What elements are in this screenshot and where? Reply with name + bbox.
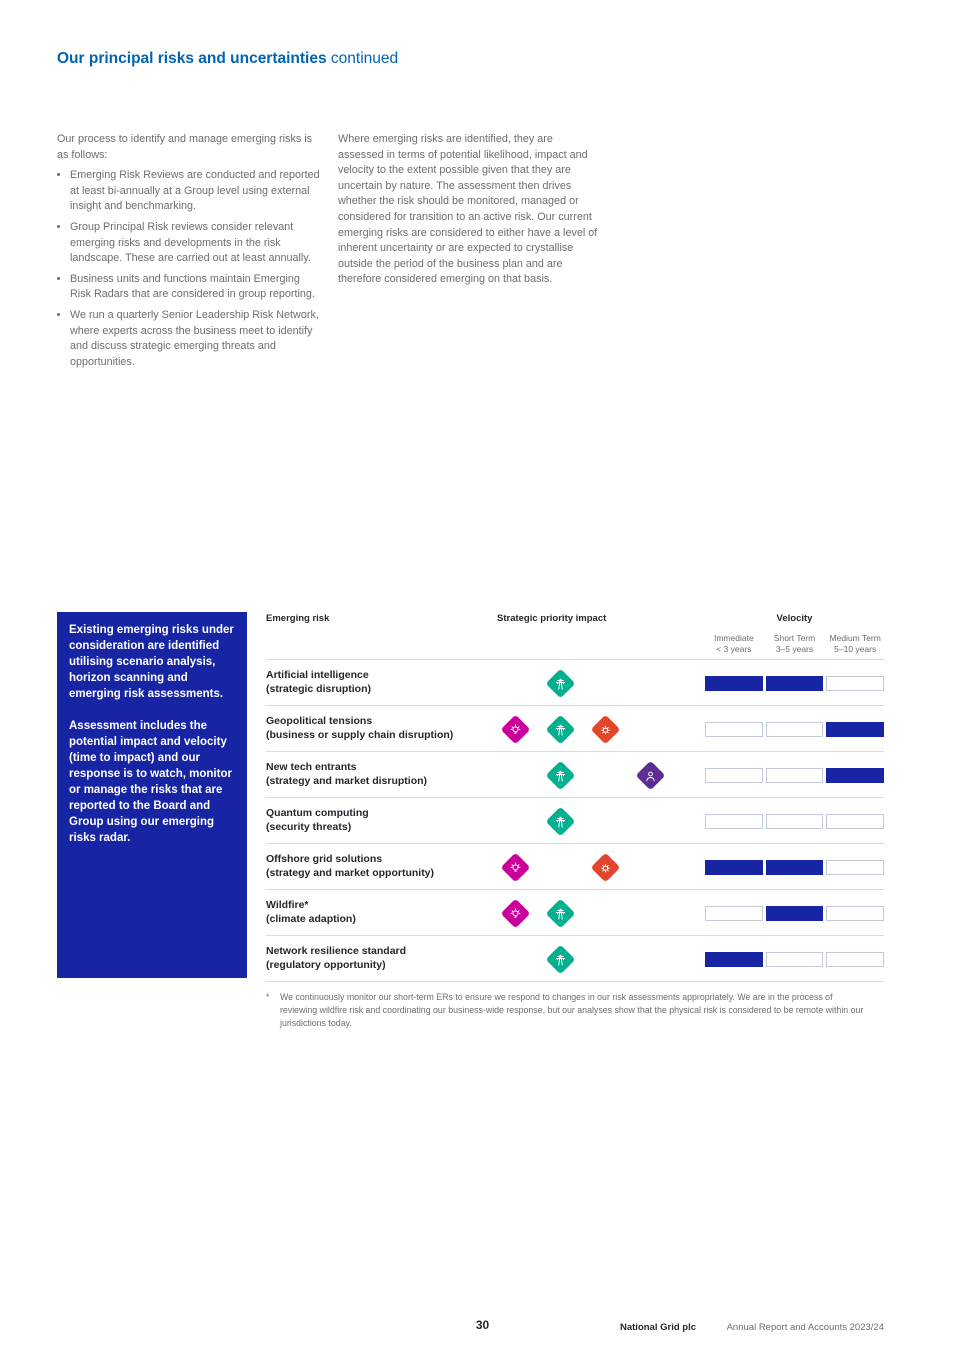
risk-row (266, 843, 884, 889)
risk-name: Geopolitical tensions (business or supply chain disruption) (266, 714, 454, 741)
risk-row (266, 751, 884, 797)
risk-name: New tech entrants (strategy and market disruption) (266, 760, 428, 787)
column-header-velocity: Velocity (776, 613, 813, 624)
gear-icon (590, 852, 620, 882)
emerging-risks-callout (57, 612, 247, 978)
risk-name: Quantum computing (security threats) (266, 806, 369, 833)
callout-paragraph-1: Existing emerging risks under consideration are identified utilising scenario analysis, horizon scanning and emerging risk assessments. (69, 624, 234, 700)
risk-row (266, 889, 884, 935)
risk-name: Wildfire* (climate adaption) (266, 898, 356, 925)
risk-rows (266, 659, 884, 982)
column-header-emerging-risk: Emerging risk (266, 613, 330, 624)
velocity-segment (766, 906, 824, 921)
page-number: 30 (475, 1318, 490, 1332)
footnote-marker: * (266, 992, 270, 1002)
intro-column-left (57, 132, 323, 375)
velocity-bar (705, 768, 884, 783)
velocity-segment (705, 814, 763, 829)
pylon-icon (545, 944, 575, 974)
column-header-strategic-priority-impact: Strategic priority impact (497, 613, 607, 624)
velocity-segment (826, 814, 884, 829)
velocity-segment (826, 676, 884, 691)
velocity-col-header: Immediate < 3 years (713, 633, 754, 655)
risk-name: Network resilience standard (regulatory opportunity) (266, 944, 407, 971)
velocity-col-header: Short Term 3–5 years (773, 633, 816, 655)
intro-column-right (338, 132, 601, 288)
footer-brand: National Grid plc (620, 1322, 697, 1333)
risk-row (266, 797, 884, 843)
intro-bullets (57, 168, 323, 370)
velocity-bar (705, 814, 884, 829)
velocity-bar (705, 906, 884, 921)
velocity-col-header: Medium Term 5–10 years (829, 633, 881, 655)
bullet-item: • We run a quarterly Senior Leadership Risk Network, where experts across the business meet to identify and discuss strategic emerging threats and opportunities. (70, 308, 323, 370)
velocity-segment (826, 860, 884, 875)
pylon-icon (545, 760, 575, 790)
velocity-segment (766, 952, 824, 967)
page-title-bold: Our principal risks and uncertainties (57, 50, 327, 67)
risk-row (266, 705, 884, 751)
velocity-bar (705, 676, 884, 691)
velocity-segment (766, 722, 824, 737)
velocity-bar (705, 860, 884, 875)
velocity-segment (826, 768, 884, 783)
velocity-segment (766, 676, 824, 691)
velocity-segment (766, 860, 824, 875)
emerging-risk-table (266, 610, 884, 982)
footer-document-title: Annual Report and Accounts 2023/24 (726, 1322, 884, 1333)
intro-paragraph: Where emerging risks are identified, they are assessed in terms of potential likelihood, impact and velocity to the extent possible given that they are uncertain by nature. The assessment then drives whether the risk should be monitored, managed or considered for transition to an active risk. Our current emerging risks are considered to either have a level of inherent uncertainty or are expected to crystallise outside the period of the business plan and are therefore considered emerging on that basis. (338, 133, 598, 286)
bullet-item: • Group Principal Risk reviews consider relevant emerging risks and developments in the risk landscape. These are carried out at least annually. (70, 220, 323, 267)
velocity-segment (826, 952, 884, 967)
velocity-segment (826, 722, 884, 737)
velocity-segment (705, 952, 763, 967)
velocity-bar (705, 722, 884, 737)
person-icon (635, 760, 665, 790)
velocity-segment (826, 906, 884, 921)
lightbulb-icon (500, 714, 530, 744)
footnote-text: We continuously monitor our short-term ERs to ensure we respond to changes in our risk assessments appropriately. We are in the process of reviewing wildfire risk and coordinating our business-wide response, but our analyses show that the physical risk is considered to be remote within our jurisdictions today. (280, 992, 864, 1028)
footnote (266, 991, 866, 1029)
page-title (57, 50, 398, 68)
pylon-icon (545, 806, 575, 836)
lightbulb-icon (500, 898, 530, 928)
risk-row (266, 935, 884, 981)
callout-paragraph-2: Assessment includes the potential impact and velocity (time to impact) and our response is to watch, monitor or manage the risks that are reported to the Board and Group using our emerging risks radar. (69, 720, 232, 844)
velocity-segment (705, 768, 763, 783)
risk-row (266, 659, 884, 705)
velocity-bar (705, 952, 884, 967)
velocity-segment (705, 906, 763, 921)
velocity-segment (705, 860, 763, 875)
bullet-item: • Business units and functions maintain Emerging Risk Radars that are considered in group reporting. (70, 272, 323, 303)
footer (620, 1322, 884, 1333)
pylon-icon (545, 714, 575, 744)
risk-name: Offshore grid solutions (strategy and market opportunity) (266, 852, 435, 879)
velocity-segment (705, 676, 763, 691)
page-title-continued: continued (326, 50, 399, 67)
intro-lead: Our process to identify and manage emerging risks is as follows: (57, 133, 313, 161)
velocity-segment (705, 722, 763, 737)
gear-icon (590, 714, 620, 744)
pylon-icon (545, 668, 575, 698)
velocity-segment (766, 768, 824, 783)
velocity-subheaders (705, 633, 884, 656)
risk-name: Artificial intelligence (strategic disruption) (266, 668, 372, 695)
bullet-item: • Emerging Risk Reviews are conducted and reported at least bi-annually at a Group level using external insight and benchmarking. (70, 168, 323, 215)
lightbulb-icon (500, 852, 530, 882)
pylon-icon (545, 898, 575, 928)
velocity-segment (766, 814, 824, 829)
